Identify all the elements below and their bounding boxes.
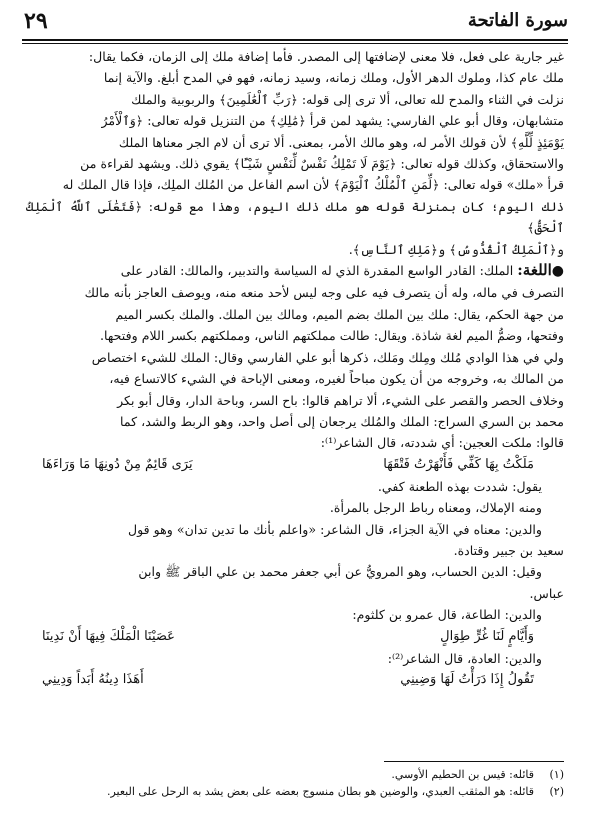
body-line: قرأ «ملك» قوله تعالى: ﴿لِّمَنِ ٱلْمُلْكُ ٱلْيَوْمَ﴾ لأن اسم الفاعل من المُلك الملِك، فإذا قال الملك له — [62, 177, 564, 193]
poetry-verse — [26, 626, 564, 648]
verse-hemistich-left: أَهَذَا دِينُهُ أَبَداً وَدِينِي — [42, 671, 144, 687]
footnote-text: قائله: قيس بن الحطيم الأوسي. — [391, 768, 534, 781]
body-line: وفتحها، وضمُّ الميم لغة شاذة. ويقال: طالت مملكتهم الناس، ومملكتهم بكسر اللام وفتحها. — [100, 328, 564, 344]
lugha-first-line — [26, 260, 564, 282]
body-line: و﴿ٱلْمَلِكُ ٱلْقُدُّوسُ﴾ و﴿مَلِكِ ٱلنَّاسِ﴾. — [348, 241, 564, 257]
body-line: عباس. — [529, 585, 564, 601]
footnote-text: قائله: هو المثقب العبدي، والوضين هو بطان منسوج بعضه على بعض يشد به الرحل على البعير. — [106, 785, 534, 798]
sura-title: سورة الفاتحة — [467, 10, 568, 31]
body-line: والدين: العادة، قال الشاعر⁽²⁾: — [387, 650, 542, 666]
body-line: نزلت في الثناء والمدح لله تعالى، ألا ترى إلى قوله: ﴿رَبِّ ٱلْعَٰلَمِينَ﴾ والربوبية والملك — [131, 91, 564, 107]
verse-hemistich-left: يَرَى قَائِمٌ مِنْ دُونِهَا مَا وَرَاءَهَا — [42, 456, 193, 472]
body-line: ملك عام كذا، وملوك الدهر الأول، وملك زمانه، وسيد زمانه، فهو في المدح أبلغ. والآية إنما — [103, 70, 564, 86]
verse-hemistich-left: عَصَيْنَا الْمَلْكَ فِيهَا أَنْ نَدِينَا — [42, 628, 175, 644]
verse-hemistich-right: وَأَيَّامٍ لَنَا غُرٍّ طِوَالٍ — [440, 628, 534, 644]
body-line: قالوا: ملكت العجين: أي شددته، قال الشاعر⁽¹⁾: — [320, 435, 564, 451]
body-line: التصرف في ماله، وله أن يتصرف فيه على وجه ليس لأحد منعه منه، ويوصف العاجز بأنه مالك — [84, 285, 564, 301]
footnote-number: (١) — [549, 768, 564, 781]
body-line: وخلاف الحصر والقصر على الشيء، ألا تراهم قالوا: باح السر، وباحة الدار، وقال أبو بكر — [117, 392, 564, 408]
poetry-verse — [26, 669, 564, 691]
body-line: سعيد بن جبير وقتادة. — [453, 542, 564, 558]
page-body — [26, 46, 564, 751]
body-line: والدين: الطاعة، قال عمرو بن كلثوم: — [352, 607, 542, 623]
body-line: من المالك به، وخروجه من أن يكون مباحاً لغيره، ومعنى الإباحة في الشيء كالاتساع فيه، — [109, 371, 564, 387]
footnote-rule — [384, 761, 564, 762]
bullet-dot: ● — [551, 263, 564, 280]
lugha-text: الملك: القادر الواسع المقدرة الذي له السياسة والتدبير، والمالك: القادر على — [120, 263, 518, 279]
verse-hemistich-right: مَلَكْتُ بِهَا كَفِّي فَأَنْهَرْتُ فَتْقَهَا — [383, 456, 534, 472]
body-line: والدين: معناه في الآية الجزاء، قال الشاعر: «واعلم بأنك ما تدين تدان» وهو قول — [127, 521, 542, 537]
body-line: متشابهان، وقال أبو علي الفارسي: يشهد لمن قرأ ﴿مَٰلِكِ﴾ من التنزيل قوله تعالى: ﴿وَٱلْأَمْرُ — [101, 113, 564, 129]
body-line: ولي في هذا الوادي مُلك ومِلك ومَلك، ذكرها أبو علي الفارسي وقال: الملك للشيء اختصاص — [91, 349, 564, 365]
footnote — [26, 766, 564, 783]
lugha-heading: اللغة: — [517, 261, 552, 280]
page-number: ٢٩ — [24, 8, 48, 34]
body-line: وقيل: الدين الحساب، وهو المرويُّ عن أبي جعفر محمد بن علي الباقر ﷺ وابن — [138, 564, 542, 580]
body-line: محمد بن السري السراج: الملك والمُلك يرجعان إلى أصل واحد، وهو الربط والشد، كما — [120, 413, 564, 429]
body-line: ومنه الإملاك، ومعناه رباط الرجل بالمرأة. — [329, 500, 542, 516]
page-header — [24, 8, 568, 38]
body-line: يَوْمَئِذٍ لِّلَّهِ﴾ لأن قولك الأمر له، وهو مالك الأمر، بمعنى. ألا ترى أن لام الجر معناها الملك — [118, 134, 564, 150]
footnotes — [26, 766, 564, 800]
poetry-verse — [26, 454, 564, 476]
body-line: غير جارية على فعل، فلا معنى لإضافتها إلى المصدر. فأما إضافة ملك إلى الزمان، فكما يقال: — [88, 49, 564, 64]
verse-hemistich-right: تَقُولُ إِذَا دَرَأْتُ لَهَا وَضِينِي — [400, 671, 534, 687]
footnote-number: (٢) — [549, 785, 564, 798]
body-line: والاستحقاق، وكذلك قوله تعالى: ﴿يَوْمَ لَا تَمْلِكُ نَفْسٌ لِّنَفْسٍ شَيْـًٔا﴾ يقوي ذلك. ويشهد لقراءة من — [80, 156, 564, 172]
footnote — [26, 783, 564, 800]
body-line: يقول: شددت بهذه الطعنة كفي. — [377, 478, 542, 494]
body-line: ذلك اليوم؛ كان بمنزلة قوله هو ملك ذلك اليوم، وهذا مع قوله: ﴿فَتَعَٰلَى ٱللَّهُ ٱلْمَلِكُ ٱلْحَقُّ﴾ — [26, 198, 564, 236]
header-rule-thin — [22, 43, 568, 44]
body-line: من جهة الحكم، يقال: ملك بين الملك بضم الميم، ومالك بين الملك. والملك بكسر الميم — [115, 306, 564, 322]
header-rule — [22, 39, 568, 41]
